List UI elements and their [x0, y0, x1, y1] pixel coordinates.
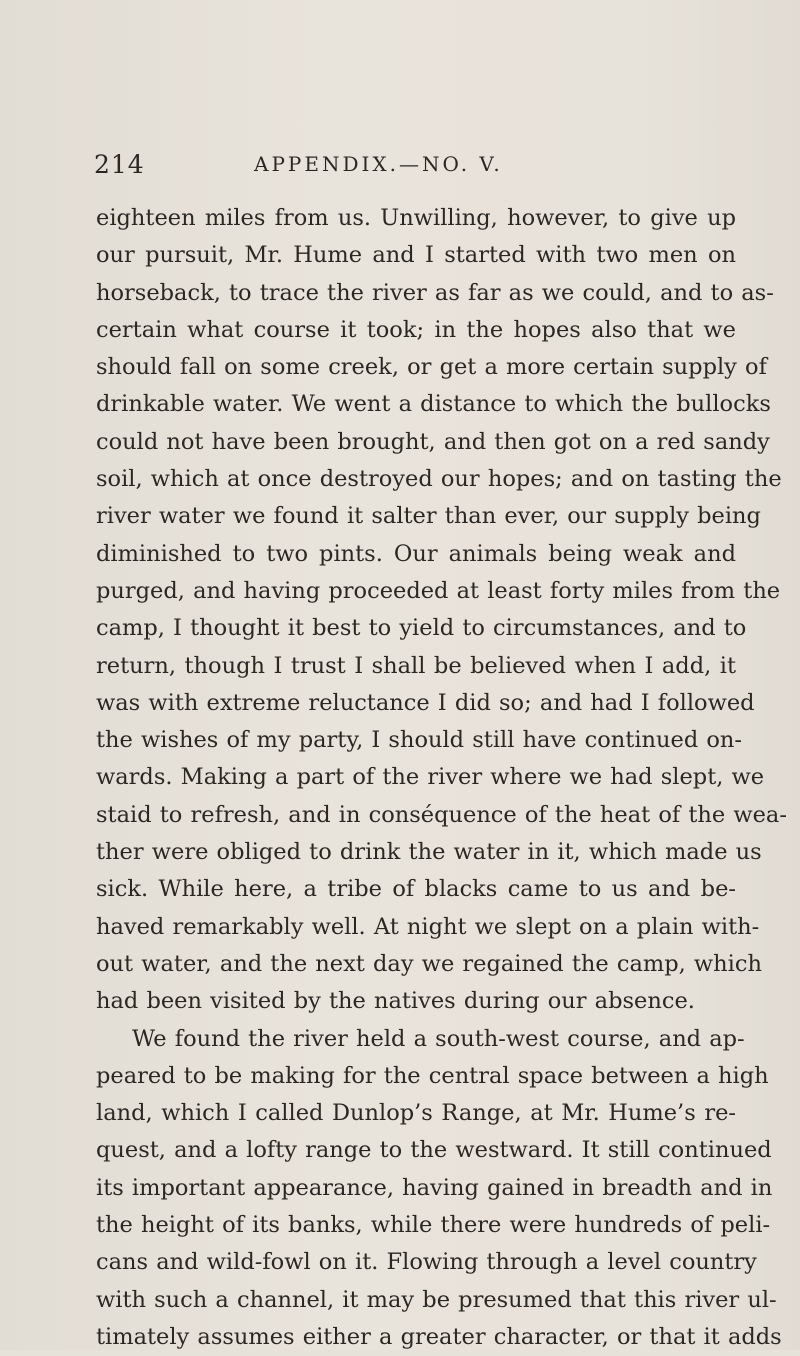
text-line: ther were obliged to drink the water in it, which made us	[96, 839, 762, 866]
running-head: APPENDIX.—NO. V.	[254, 152, 503, 176]
text-line: eighteen miles from us. Unwilling, however, to give up	[96, 205, 736, 231]
text-line: sick. While here, a tribe of blacks came to us and be-	[96, 876, 736, 903]
body-text	[96, 200, 787, 1356]
page-number: 214	[94, 150, 145, 179]
text-line: diminished to two pints. Our animals being weak and	[96, 540, 736, 567]
text-line: staid to refresh, and in conséquence of the heat of the wea-	[96, 801, 787, 828]
text-line: timately assumes either a greater character, or that it adds	[96, 1323, 782, 1350]
text-line: haved remarkably well. At night we slept on a plain with-	[96, 913, 760, 940]
text-line: camp, I thought it best to yield to circumstances, and to	[96, 615, 747, 642]
text-line: river water we found it salter than ever, our supply being	[96, 503, 761, 530]
text-line: with such a channel, it may be presumed that this river ul-	[96, 1286, 777, 1313]
paragraph-start-line: We found the river held a south-west course, and ap-	[132, 1025, 745, 1052]
text-line: was with extreme reluctance I did so; and had I followed	[96, 689, 755, 716]
text-line: the wishes of my party, I should still have continued on-	[96, 727, 743, 754]
text-line: peared to be making for the central space between a high	[96, 1062, 769, 1089]
text-line: out water, and the next day we regained the camp, which	[96, 950, 762, 977]
text-line: its important appearance, having gained in breadth and in	[96, 1174, 773, 1201]
paragraph-end-line: had been visited by the natives during our absence.	[96, 988, 695, 1015]
text-line: could not have been brought, and then got on a red sandy	[96, 428, 770, 455]
text-line: return, though I trust I shall be believed when I add, it	[96, 652, 736, 679]
text-line: certain what course it took; in the hopes also that we	[96, 316, 736, 343]
text-line: should fall on some creek, or get a more certain supply of	[96, 354, 767, 381]
text-line: quest, and a lofty range to the westward. It still continued	[96, 1137, 772, 1164]
page-header	[94, 150, 744, 190]
text-line: cans and wild-fowl on it. Flowing through a level country	[96, 1249, 757, 1276]
text-line: soil, which at once destroyed our hopes; and on tasting the	[96, 466, 782, 493]
text-line: horseback, to trace the river as far as we could, and to as-	[96, 279, 774, 306]
text-line: land, which I called Dunlop’s Range, at Mr. Hume’s re-	[96, 1100, 736, 1127]
text-line: drinkable water. We went a distance to which the bullocks	[96, 391, 771, 418]
text-line: our pursuit, Mr. Hume and I started with two men on	[96, 242, 736, 269]
text-line: the height of its banks, while there were hundreds of peli-	[96, 1212, 771, 1239]
text-line: purged, and having proceeded at least forty miles from the	[96, 577, 781, 604]
text-line: wards. Making a part of the river where we had slept, we	[96, 764, 765, 791]
